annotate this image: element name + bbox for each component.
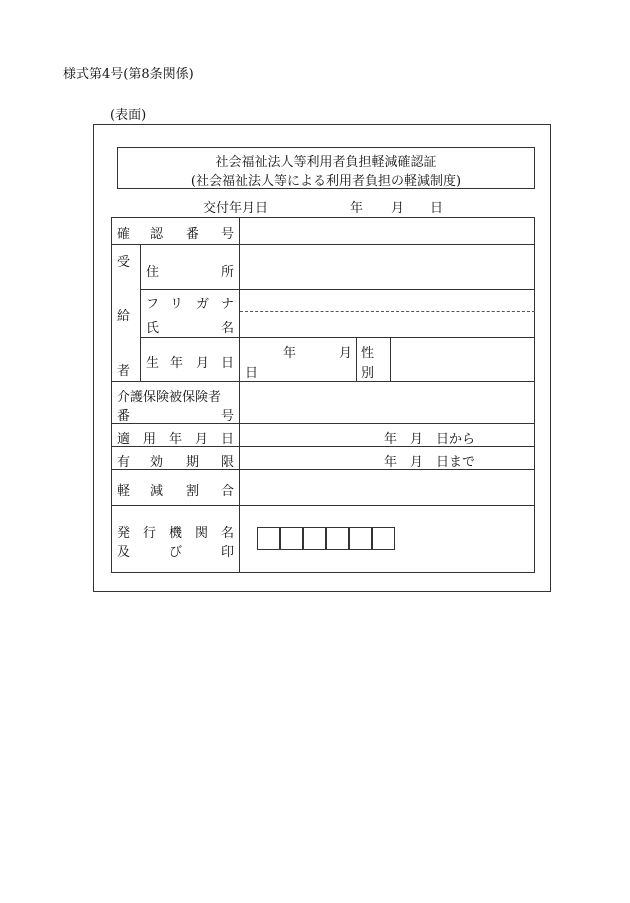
apply-date-value: 年 月 日から — [384, 432, 476, 447]
name-char: 名 — [221, 321, 235, 336]
birthdate-char: 生 — [146, 356, 160, 371]
address-char: 住 — [146, 265, 160, 280]
reduction-rate-char: 減 — [150, 484, 164, 499]
row-divider — [140, 337, 535, 338]
birthdate-char: 日 — [221, 356, 235, 371]
side-label: (表面) — [110, 108, 147, 123]
issue-date-month: 月 — [391, 201, 405, 216]
reduction-rate-char: 割 — [186, 484, 200, 499]
valid-until-value: 年 月 日まで — [384, 455, 476, 470]
issuer-code-box — [349, 527, 372, 550]
row-divider — [111, 505, 535, 506]
furigana-char: フ — [146, 297, 160, 312]
row-divider-dashed — [240, 311, 535, 312]
issuer-char: び — [169, 545, 183, 560]
birthdate-char: 年 — [170, 356, 184, 371]
issuer-char: 行 — [143, 526, 157, 541]
valid-until-char: 有 — [117, 455, 131, 470]
row-divider — [140, 289, 535, 290]
confirmation-number-char: 認 — [150, 227, 164, 242]
col-divider — [140, 244, 141, 381]
furigana-char: ナ — [221, 297, 235, 312]
confirmation-number-char: 号 — [221, 227, 235, 242]
form-number: 様式第4号(第8条関係) — [63, 67, 194, 82]
valid-until-char: 期 — [186, 455, 200, 470]
issuer-code-box — [326, 527, 349, 550]
valid-until-char: 限 — [221, 455, 235, 470]
confirmation-number-char: 確 — [117, 227, 131, 242]
birthdate-day: 日 — [245, 366, 259, 381]
issuer-code-box — [372, 527, 395, 550]
col-divider — [356, 337, 357, 381]
issuer-char: 及 — [117, 545, 131, 560]
issuer-char: 名 — [221, 526, 235, 541]
col-divider — [239, 217, 240, 573]
furigana-char: ガ — [196, 297, 210, 312]
insured-number-label: 介護保険被保険者 — [117, 390, 222, 405]
valid-until-char: 効 — [150, 455, 164, 470]
sex-char: 性 — [361, 346, 375, 361]
title-main: 社会福祉法人等利用者負担軽減確認証 — [215, 155, 437, 170]
col-divider — [390, 337, 391, 381]
recipient-char: 給 — [117, 309, 131, 324]
insured-number-char: 号 — [221, 409, 235, 424]
title-sub: (社会福祉法人等による利用者負担の軽減制度) — [190, 174, 462, 189]
issuer-char: 印 — [221, 545, 235, 560]
issuer-code-box — [280, 527, 303, 550]
insured-number-char: 番 — [117, 409, 131, 424]
issue-date-year: 年 — [350, 201, 364, 216]
issuer-char: 発 — [117, 526, 131, 541]
row-divider — [111, 381, 535, 382]
reduction-rate-char: 合 — [221, 484, 235, 499]
apply-date-char: 日 — [221, 432, 235, 447]
apply-date-char: 適 — [117, 432, 131, 447]
issuer-char: 機 — [169, 526, 183, 541]
birthdate-year: 年 — [283, 346, 297, 361]
recipient-char: 者 — [117, 364, 131, 379]
furigana-char: リ — [170, 297, 184, 312]
apply-date-char: 月 — [195, 432, 209, 447]
title-box — [117, 147, 535, 189]
row-divider — [111, 244, 535, 245]
address-char: 所 — [221, 265, 235, 280]
confirmation-number-char: 番 — [186, 227, 200, 242]
birthdate-month: 月 — [339, 346, 353, 361]
issuer-code-box — [257, 527, 280, 550]
reduction-rate-char: 軽 — [117, 484, 131, 499]
issue-date-day: 日 — [430, 201, 444, 216]
apply-date-char: 年 — [169, 432, 183, 447]
recipient-char: 受 — [117, 255, 131, 270]
birthdate-char: 月 — [196, 356, 210, 371]
issuer-char: 関 — [195, 526, 209, 541]
row-divider — [111, 423, 535, 424]
sex-char: 別 — [361, 366, 375, 381]
issuer-code-box — [303, 527, 326, 550]
issue-date-label: 交付年月日 — [203, 201, 269, 216]
apply-date-char: 用 — [143, 432, 157, 447]
name-char: 氏 — [146, 321, 160, 336]
